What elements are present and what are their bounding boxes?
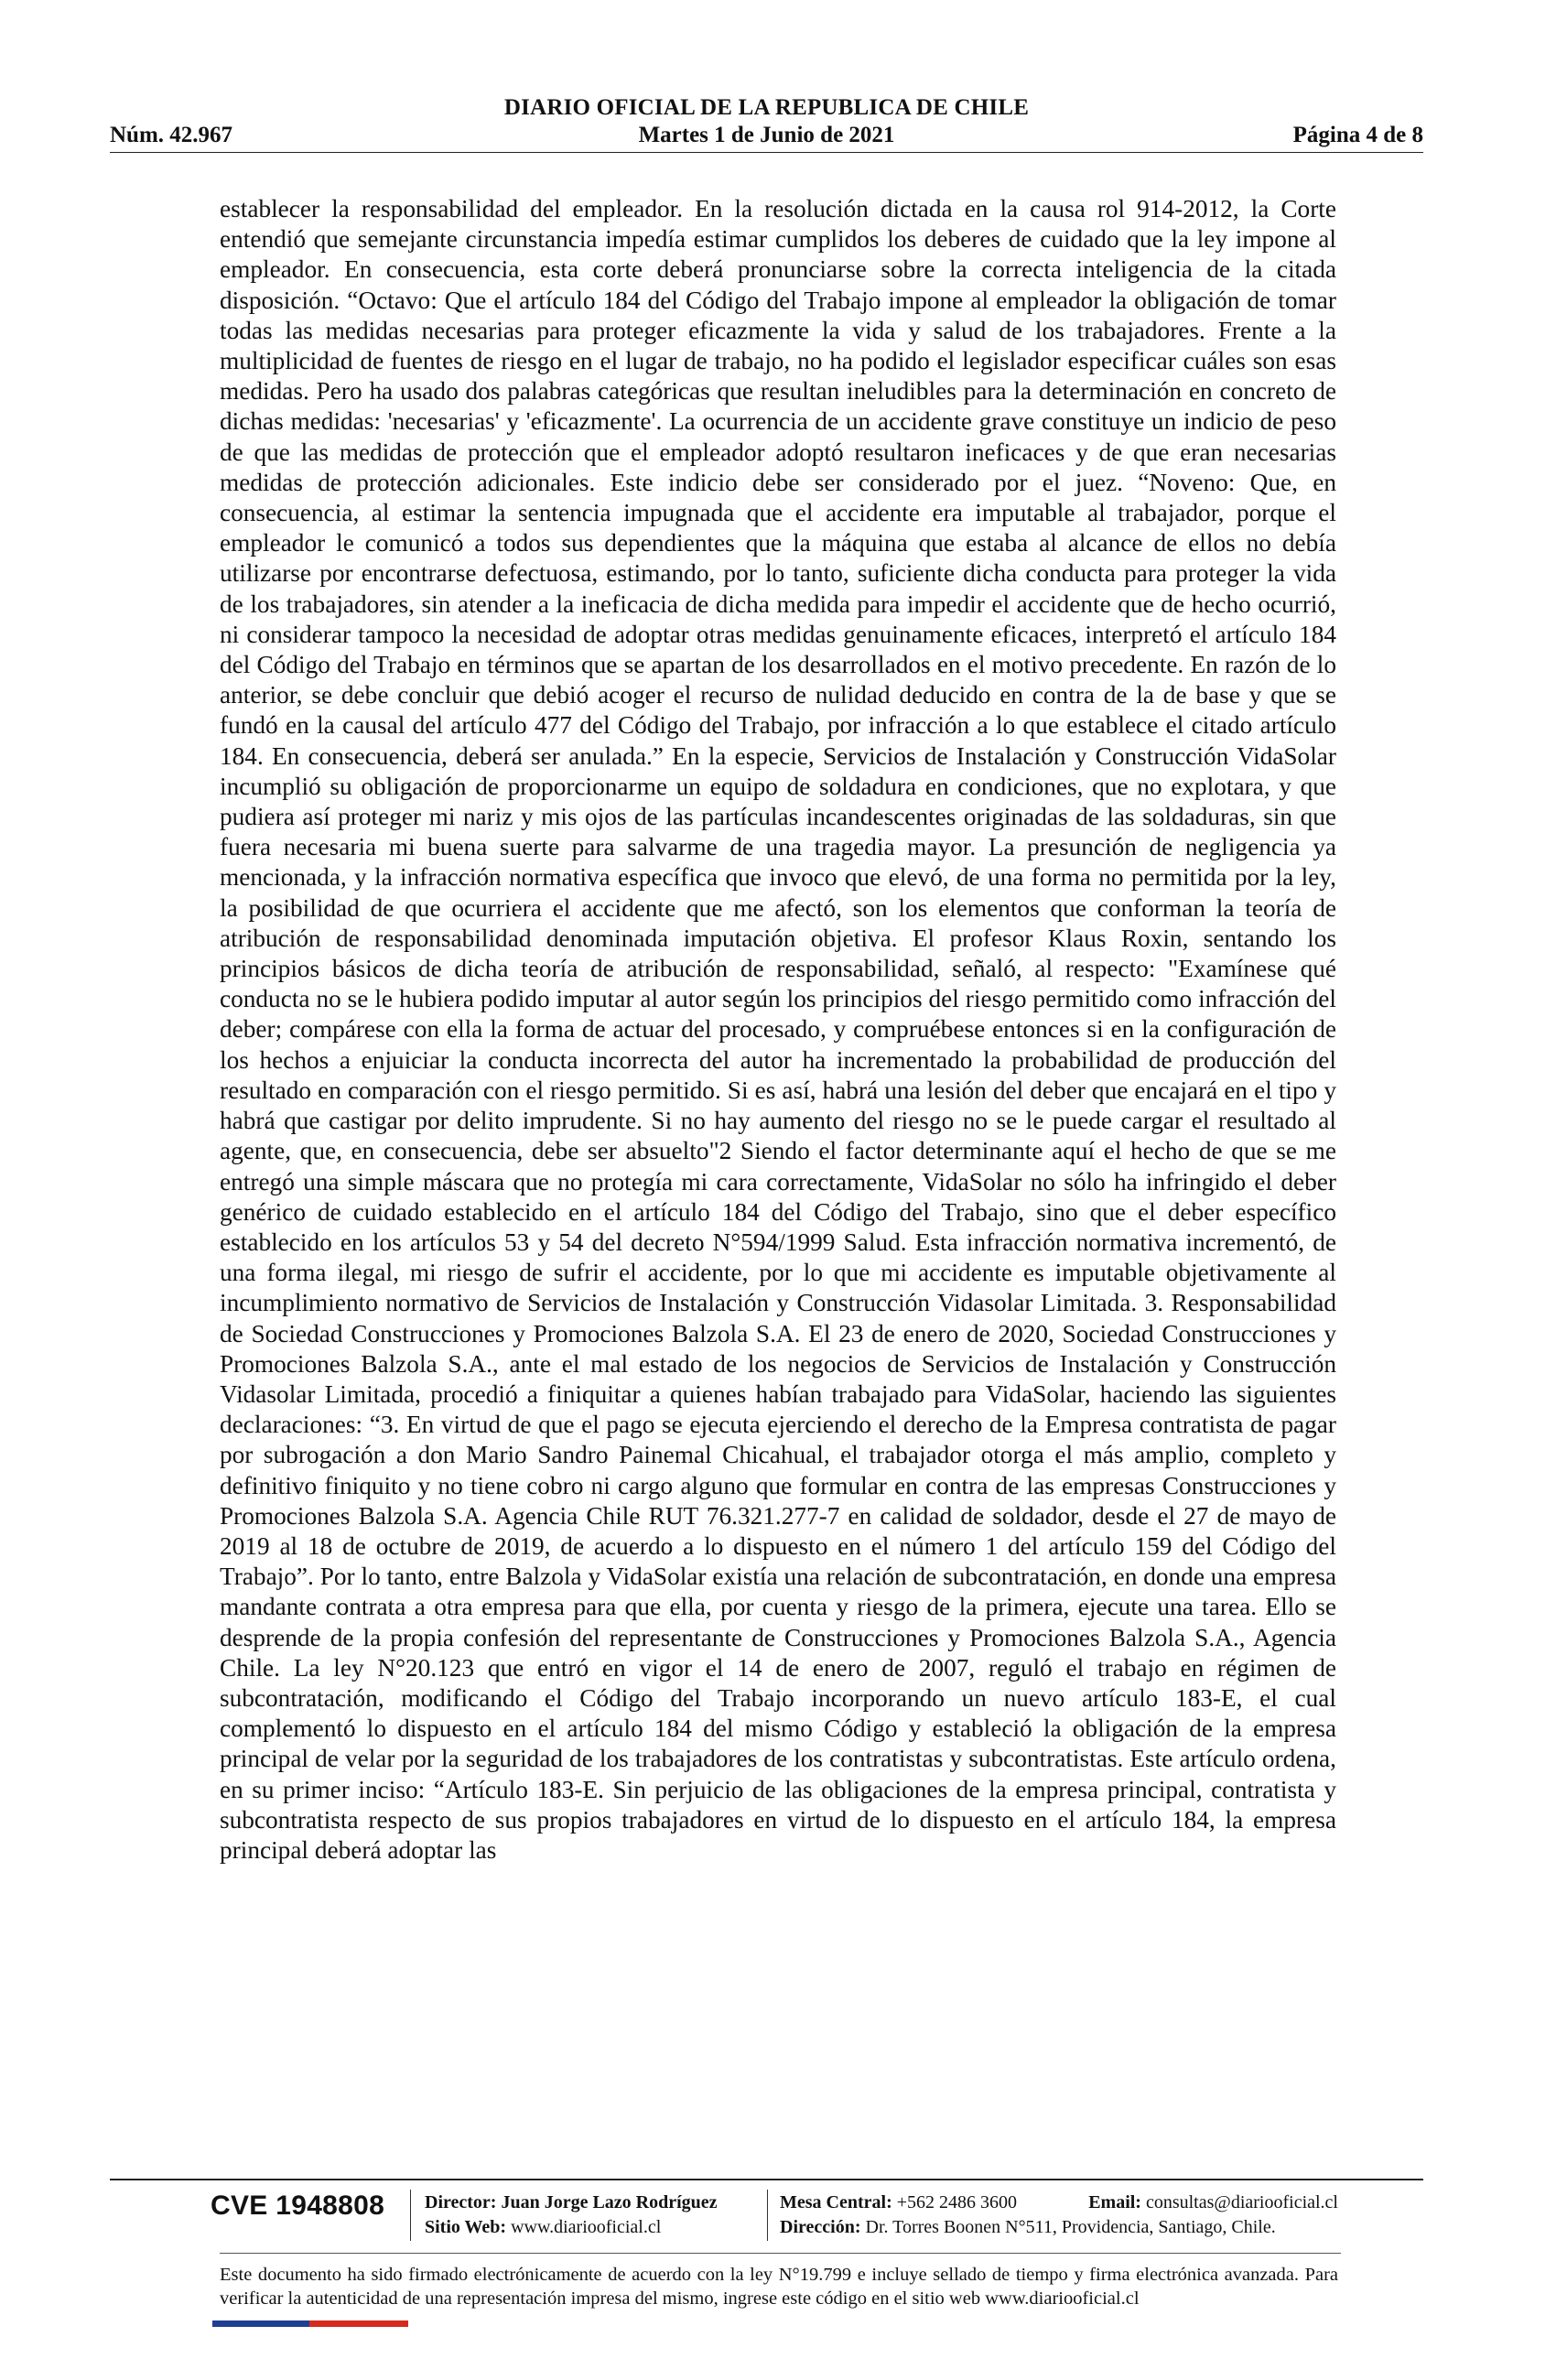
cve-code: CVE 1948808	[211, 2191, 385, 2221]
phone-value: +562 2486 3600	[896, 2192, 1018, 2212]
email-link[interactable]: consultas@diariooficial.cl	[1145, 2192, 1338, 2212]
body-paragraph: establecer la responsabilidad del empleador. En la resolución dictada en la causa rol 914-2012, la Corte entendió que semejante circunstancia impedía estimar cumplidos los deberes de cuidado que la ley impone al empleador. En consecuencia, esta corte deberá pronunciarse sobre la correcta inteligencia de la citada disposición. “Octavo: Que el artículo 184 del Código del Trabajo impone al empleador la obligación de tomar todas las medidas necesarias para proteger eficazmente la vida y salud de los trabajadores. Frente a la multiplicidad de fuentes de riesgo en el lugar de trabajo, no ha podido el legislador especificar cuáles son esas medidas. Pero ha usado dos palabras categóricas que resultan ineludibles para la determinación en concreto de dichas medidas: 'necesarias' y 'eficazmente'. La ocurrencia de un accidente grave constituye un indicio de peso de que las medidas de protección que el empleador adoptó resultaron ineficaces y de que eran necesarias medidas de protección adicionales. Este indicio debe ser considerado por el juez. “Noveno: Que, en consecuencia, al estimar la sentencia impugnada que el accidente era imputable al trabajador, porque el empleador le comunicó a todos sus dependientes que la máquina que estaba al alcance de ellos no debía utilizarse por encontrarse defectuosa, estimando, por lo tanto, suficiente dicha conducta para proteger la vida de los trabajadores, sin atender a la ineficacia de dicha medida para impedir el accidente que de hecho ocurrió, ni considerar tampoco la necesidad de adoptar otras medidas genuinamente eficaces, interpretó el artículo 184 del Código del Trabajo en términos que se apartan de los desarrollados en el motivo precedente. En razón de lo anterior, se debe concluir que debió acoger el recurso de nulidad deducido en contra de la de base y que se fundó en la causal del artículo 477 del Código del Trabajo, por infracción a lo que establece el citado artículo 184. En consecuencia, deberá ser anulada.” En la especie, Servicios de Instalación y Construcción VidaSolar incumplió su obligación de proporcionarme un equipo de soldadura en condiciones, que no explotara, y que pudiera así proteger mi nariz y mis ojos de las partículas incandescentes originadas de las soldaduras, sin que fuera necesaria mi buena suerte para salvarme de una tragedia mayor. La presunción de negligencia ya mencionada, y la infracción normativa específica que invoco que elevó, de una forma no permitida por la ley, la posibilidad de que ocurriera el accidente que me afectó, son los elementos que conforman la teoría de atribución de responsabilidad denominada imputación objetiva. El profesor Klaus Roxin, sentando los principios básicos de dicha teoría de atribución de responsabilidad, señaló, al respecto: "Examínese qué conducta no se le hubiera podido imputar al autor según los principios del riesgo permitido como infracción del deber; compárese con ella la forma de actuar del procesado, y compruébese entonces si en la configuración de los hechos a enjuiciar la conducta incorrecta del autor ha incrementado la probabilidad de producción del resultado en comparación con el riesgo permitido. Si es así, habrá una lesión del deber que encajará en el tipo y habrá que castigar por delito imprudente. Si no hay aumento del riesgo no se le puede cargar el resultado al agente, que, en consecuencia, debe ser absuelto"2 Siendo el factor determinante aquí el hecho de que se me entregó una simple máscara que no protegía mi cara correctamente, VidaSolar no sólo ha infringido el deber genérico de cuidado establecido en el artículo 184 del Código del Trabajo, sino que el deber específico establecido en los artículos 53 y 54 del decreto N°594/1999 Salud. Esta infracción normativa incrementó, de una forma ilegal, mi riesgo de sufrir el accidente, por lo que mi accidente es imputable objetivamente al incumplimiento normativo de Servicios de Instalación y Construcción Vidasolar Limitada. 3. Responsabilidad de Sociedad Construcciones y Promociones Balzola S.A. El 23 de enero de 2020, Sociedad Construcciones y Promociones Balzola S.A., ante el mal estado de los negocios de Servicios de Instalación y Construcción Vidasolar Limitada, procedió a finiquitar a quienes habían trabajado para VidaSolar, haciendo las siguientes declaraciones: “3. En virtud de que el pago se ejecuta ejerciendo el derecho de la Empresa contratista de pagar por subrogación a don Mario Sandro Painemal Chicahual, el trabajador otorga el más amplio, completo y definitivo finiquito y no tiene cobro ni cargo alguno que formular en contra de las empresas Construcciones y Promociones Balzola S.A. Agencia Chile RUT 76.321.277-7 en calidad de soldador, desde el 27 de mayo de 2019 al 18 de octubre de 2019, de acuerdo a lo dispuesto en el número 1 del artículo 159 del Código del Trabajo”. Por lo tanto, entre Balzola y VidaSolar existía una relación de subcontratación, en donde una empresa mandante contrata a otra empresa para que ella, por cuenta y riesgo de la primera, ejecute una tarea. Ello se desprende de la propia confesión del representante de Construcciones y Promociones Balzola S.A., Agencia Chile. La ley N°20.123 que entró en vigor el 14 de enero de 2007, reguló el trabajo en régimen de subcontratación, modificando el Código del Trabajo incorporando un nuevo artículo 183-E, el cual complementó lo dispuesto en el artículo 184 del mismo Código y estableció la obligación de la empresa principal de velar por la seguridad de los trabajadores de los contratistas y subcontratistas. Este artículo ordena, en su primer inciso: “Artículo 183-E. Sin perjuicio de las obligaciones de la empresa principal, contratista y subcontratista respecto de sus propios trabajadores en virtud de lo dispuesto en el artículo 184, la empresa principal deberá adoptar las	[220, 195, 1336, 1864]
footer-director-block	[425, 2191, 718, 2240]
header-divider	[110, 152, 1423, 153]
issue-date: Martes 1 de Junio de 2021	[638, 123, 895, 147]
flag-blue-band	[212, 2320, 309, 2327]
issue-number: Núm. 42.967	[110, 123, 233, 147]
footer-divider	[110, 2179, 1423, 2180]
signature-disclaimer: Este documento ha sido firmado electrónicamente de acuerdo con la ley N°19.799 e incluye sellado de tiempo y firma electrónica avanzada. Para verificar la autenticidad de una representación impresa del mismo, ingrese este código en el sitio web www.diariooficial.cl	[220, 2265, 1338, 2309]
website-label: Sitio Web:	[425, 2217, 507, 2237]
email-label: Email:	[1088, 2192, 1141, 2212]
flag-stripe	[212, 2320, 408, 2327]
director-label: Director:	[425, 2192, 497, 2212]
footer-separator	[410, 2190, 411, 2241]
footer-divider-thin	[220, 2253, 1341, 2254]
footer-separator	[767, 2190, 768, 2241]
page-indicator: Página 4 de 8	[1292, 123, 1423, 147]
footer-contact-block	[780, 2191, 1338, 2240]
flag-red-band	[309, 2320, 408, 2327]
phone-label: Mesa Central:	[780, 2192, 892, 2212]
website-link[interactable]: www.diariooficial.cl	[511, 2217, 662, 2237]
director-name: Juan Jorge Lazo Rodríguez	[501, 2192, 718, 2212]
gazette-title: DIARIO OFICIAL DE LA REPUBLICA DE CHILE	[503, 95, 1030, 120]
page-header	[110, 92, 1423, 156]
address-label: Dirección:	[780, 2217, 861, 2237]
address-value: Dr. Torres Boonen N°511, Providencia, Santiago, Chile.	[865, 2217, 1276, 2237]
